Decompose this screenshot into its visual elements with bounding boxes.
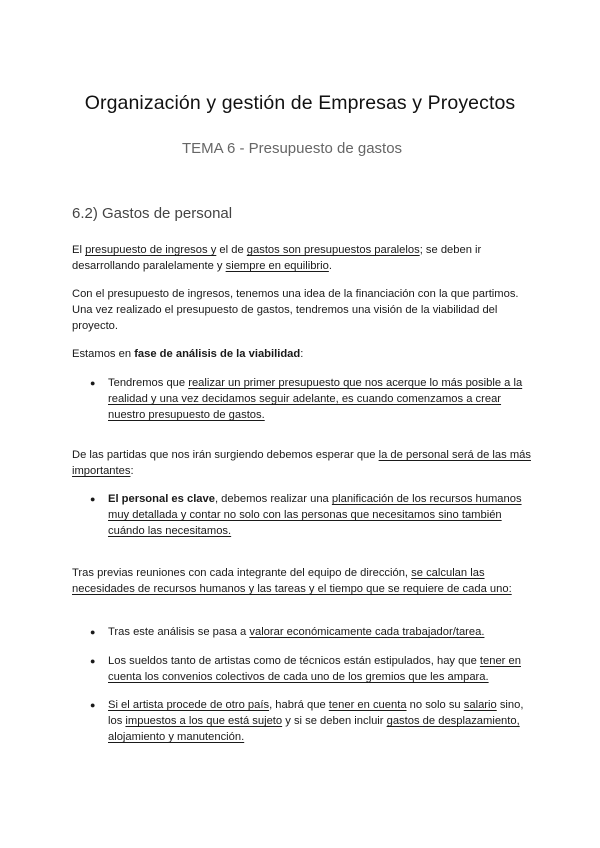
bullet-icon: ● <box>90 494 96 504</box>
paragraph-reuniones: Tras previas reuniones con cada integrante del equipo de dirección, se calculan las necesidades de recursos humanos y las tareas y el tiempo que se requiere de cada uno: <box>72 567 512 595</box>
list-item: ● Tendremos que realizar un primer presupuesto que nos acerque lo más posible a la realidad y una vez decidamos seguir adelante, es cuando comenzamos a crear nuestro presupuesto de gastos. <box>90 377 523 421</box>
underlined-text: la de personal será de las más importantes <box>72 449 531 477</box>
underlined-text: gastos son presupuestos paralelos <box>246 244 420 256</box>
underlined-text: salario <box>463 699 497 711</box>
underlined-text: tener en cuenta <box>328 699 407 711</box>
document-subtitle: TEMA 6 - Presupuesto de gastos <box>181 140 403 157</box>
document-title: Organización y gestión de Empresas y Proyectos <box>84 92 516 114</box>
paragraph-partidas: De las partidas que nos irán surgiendo debemos esperar que la de personal será de las más importantes: <box>72 449 531 477</box>
underlined-text: se calculan las necesidades de recursos humanos y las tareas y el tiempo que se requiere de cada uno: <box>72 567 512 595</box>
paragraph-fase-analisis: Estamos en fase de análisis de la viabilidad: <box>72 348 304 360</box>
underlined-text: realizar un primer presupuesto que nos acerque lo más posible a la realidad y una vez decidamos seguir adelante, es cuando comenzamos a crear nuestro presupuesto de gastos. <box>108 377 523 421</box>
underlined-text: siempre en equilibrio <box>225 260 329 272</box>
bold-text: El personal es clave <box>108 493 215 505</box>
bullet-icon: ● <box>90 627 96 637</box>
bullet-icon: ● <box>90 700 96 710</box>
paragraph-presupuestos-paralelos: El presupuesto de ingresos y el de gastos son presupuestos paralelos; se deben ir desarrollando paralelamente y siempre en equilibrio. <box>72 244 482 272</box>
section-heading: 6.2) Gastos de personal <box>72 205 233 222</box>
bold-text: fase de análisis de la viabilidad <box>134 348 301 360</box>
underlined-text: planificación de los recursos humanos muy detallada y contar no solo con las personas que necesitamos sino también cuándo las necesitamos. <box>108 493 522 537</box>
bullet-icon: ● <box>90 656 96 666</box>
underlined-text: Si el artista procede de otro país <box>108 699 270 711</box>
list-item: ● Tras este análisis se pasa a valorar económicamente cada trabajador/tarea. <box>90 626 485 638</box>
list-item: ● Si el artista procede de otro país, habrá que tener en cuenta no solo su salario sino, los impuestos a los que está sujeto y si se deben incluir gastos de desplazamiento, alojamiento y manutención. <box>90 699 524 743</box>
underlined-text: tener en cuenta los convenios colectivos de cada uno de los gremios que les ampara. <box>108 655 521 683</box>
list-item: ● Los sueldos tanto de artistas como de técnicos están estipulados, hay que tener en cuenta los convenios colectivos de cada uno de los gremios que les ampara. <box>90 655 521 683</box>
bullet-icon: ● <box>90 378 96 388</box>
underlined-text: impuestos a los que está sujeto <box>125 715 283 727</box>
underlined-text: presupuesto de ingresos y <box>85 244 217 256</box>
list-item: ● El personal es clave, debemos realizar una planificación de los recursos humanos muy detallada y contar no solo con las personas que necesitamos sino también cuándo las necesitamos. <box>90 493 522 537</box>
underlined-text: valorar económicamente cada trabajador/tarea. <box>249 626 485 638</box>
underlined-text: gastos de desplazamiento, alojamiento y manutención. <box>108 715 520 743</box>
paragraph-presupuesto-ingresos: Con el presupuesto de ingresos, tenemos una idea de la financiación con la que partimos. Una vez realizado el presupuesto de gastos, tendremos una visión de la viabilidad del proyecto. <box>72 288 519 332</box>
